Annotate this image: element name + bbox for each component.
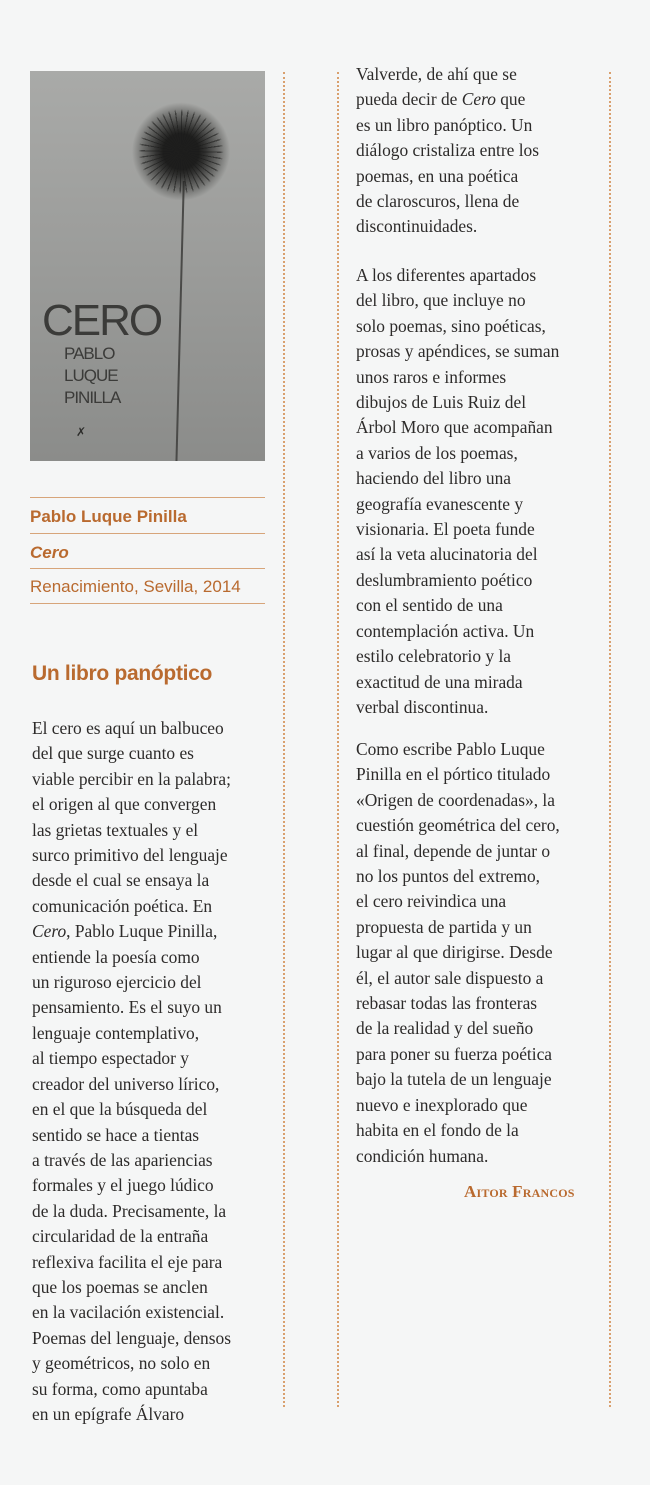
text-line: visionaria. El poeta funde <box>356 519 535 540</box>
text-line: A los diferentes apartados <box>356 265 537 285</box>
text-line: al tiempo espectador y <box>32 1048 189 1069</box>
review-signature: Aitor Francos <box>464 1182 575 1201</box>
text-line: lugar al que dirigirse. Desde <box>356 942 553 963</box>
publisher-logo-icon: ✗ <box>76 425 87 439</box>
text-line: Como escribe Pablo Luque <box>356 739 545 759</box>
info-divider <box>30 603 265 604</box>
text-line: habita en el fondo de la <box>356 1120 519 1141</box>
text-line: con el sentido de una <box>356 595 503 616</box>
text-line: diálogo cristaliza entre los <box>356 140 540 161</box>
review-column-2-paragraph-2 <box>356 263 601 720</box>
cover-author-line: PINILLA <box>64 388 121 407</box>
text-line: las grietas textuales y el <box>32 819 199 840</box>
column-divider-middle <box>337 72 339 1407</box>
text-line: su forma, como apuntaba <box>32 1378 208 1399</box>
column-divider-left <box>283 72 285 1407</box>
text-line: a través de las apariencias <box>32 1149 213 1170</box>
text-line: lenguaje contemplativo, <box>32 1022 200 1043</box>
text-line: condición humana. <box>356 1145 489 1166</box>
text-line: Árbol Moro que acompañan <box>356 417 553 438</box>
text-line: en el que la búsqueda del <box>32 1099 208 1120</box>
book-cover-image <box>30 71 265 461</box>
text-line: cuestión geométrica del cero, <box>356 815 560 836</box>
text-line: bajo la tutela de un lenguaje <box>356 1069 552 1090</box>
text-line: creador del universo lírico, <box>32 1073 220 1094</box>
text-line: prosas y apéndices, se suman <box>356 341 560 362</box>
text-line: para poner su fuerza poética <box>356 1043 553 1064</box>
text-line: reflexiva facilita el eje para <box>32 1251 223 1272</box>
text-line: poemas, en una poética <box>356 165 519 186</box>
flower-rays <box>126 91 236 201</box>
text-line: propuesta de partida y un <box>356 916 532 937</box>
text-line: desde el cual se ensaya la <box>32 870 210 891</box>
cover-author-line: PABLO <box>64 344 115 363</box>
book-publisher: Renacimiento, Sevilla, 2014 <box>30 577 241 596</box>
info-divider <box>30 533 265 534</box>
review-column-2-paragraph-3 <box>356 737 601 1169</box>
cover-author <box>64 343 144 409</box>
info-divider <box>30 497 265 498</box>
text-line: viable percibir en la palabra; <box>32 768 231 789</box>
text-line: entiende la poesía como <box>32 946 200 967</box>
review-heading: Un libro panóptico <box>32 662 213 685</box>
flower-stem <box>175 181 185 461</box>
text-line: dibujos de Luis Ruiz del <box>356 392 527 413</box>
text-line: de claroscuros, llena de <box>356 191 520 212</box>
text-line: unos raros e informes <box>356 366 507 387</box>
text-line: de la realidad y del sueño <box>356 1018 534 1039</box>
text-line: verbal discontinua. <box>356 696 489 717</box>
text-line: en un epígrafe Álvaro <box>32 1403 185 1424</box>
text-line: Pinilla en el pórtico titulado <box>356 764 551 785</box>
text-line: «Origen de coordenadas», la <box>356 789 555 810</box>
text-line: deslumbramiento poético <box>356 569 533 590</box>
text-line: del libro, que incluye no <box>356 290 526 311</box>
text-line: pueda decir de Cero que <box>356 89 526 110</box>
text-line: así la veta alucinatoria del <box>356 544 538 565</box>
review-column-2-paragraph-1 <box>356 62 601 240</box>
text-line: discontinuidades. <box>356 216 478 237</box>
text-line: Poemas del lenguaje, densos <box>32 1327 231 1348</box>
text-line: que los poemas se anclen <box>32 1276 208 1297</box>
info-divider <box>30 568 265 569</box>
text-line: un riguroso ejercicio del <box>32 972 202 993</box>
text-line: él, el autor sale dispuesto a <box>356 967 544 988</box>
text-line: al final, depende de juntar o <box>356 840 551 861</box>
text-line: formales y el juego lúdico <box>32 1175 214 1196</box>
text-line: solo poemas, sino poéticas, <box>356 315 546 336</box>
text-line: exactitud de una mirada <box>356 671 523 692</box>
cover-author-line: LUQUE <box>64 366 118 385</box>
column-divider-right <box>609 72 611 1407</box>
text-line: geografía evanescente y <box>356 493 524 514</box>
text-line: El cero es aquí un balbuceo <box>32 718 224 738</box>
text-line: y geométricos, no solo en <box>32 1353 211 1374</box>
text-line: es un libro panóptico. Un <box>356 114 533 135</box>
text-line: Valverde, de ahí que se <box>356 64 517 84</box>
text-line: pensamiento. Es el suyo un <box>32 997 222 1018</box>
text-line: en la vacilación existencial. <box>32 1302 225 1323</box>
text-line: del que surge cuanto es <box>32 743 194 764</box>
text-line: no los puntos del extremo, <box>356 866 541 887</box>
text-line: nuevo e inexplorado que <box>356 1094 528 1115</box>
text-line: el cero reivindica una <box>356 891 507 912</box>
cover-title: CERO <box>42 296 162 345</box>
text-line: de la duda. Precisamente, la <box>32 1200 227 1221</box>
text-line: circularidad de la entraña <box>32 1226 209 1247</box>
review-column-1 <box>32 716 277 1427</box>
text-line: comunicación poética. En <box>32 895 213 916</box>
text-line: contemplación activa. Un <box>356 620 535 641</box>
text-line: rebasar todas las fronteras <box>356 993 538 1014</box>
text-line: Cero, Pablo Luque Pinilla, <box>32 921 218 942</box>
text-line: el origen al que convergen <box>32 794 217 815</box>
text-line: a varios de los poemas, <box>356 442 518 463</box>
text-line: sentido se hace a tientas <box>32 1124 200 1145</box>
text-line: haciendo del libro una <box>356 468 512 489</box>
book-title: Cero <box>30 543 69 562</box>
text-line: estilo celebratorio y la <box>356 646 512 667</box>
book-author: Pablo Luque Pinilla <box>30 507 187 526</box>
text-line: surco primitivo del lenguaje <box>32 845 228 866</box>
